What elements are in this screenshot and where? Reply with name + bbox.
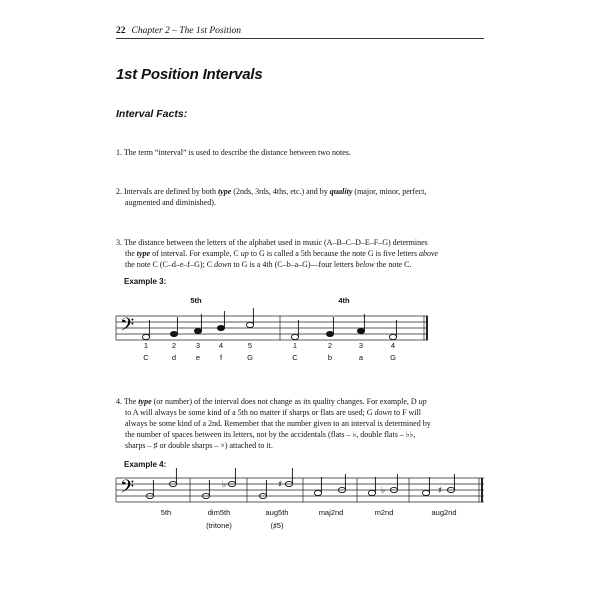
interval-name: aug5th: [265, 508, 289, 517]
emphasis-down: down: [214, 260, 232, 269]
degree-number: 4: [390, 341, 396, 350]
subsection-title: Interval Facts:: [116, 108, 188, 120]
interval-maj2nd: [314, 474, 345, 496]
emphasis-up: up: [418, 397, 427, 406]
emphasis-type: type: [217, 187, 232, 196]
interval-note: (♯5): [270, 521, 284, 530]
fact-text: always be some kind of a 2nd. Remember that the number given to an interval is determined by: [125, 419, 431, 428]
fact-text: The term “interval” is used to describe the distance between two notes.: [123, 148, 351, 157]
degree-number: 3: [195, 341, 201, 350]
degree-number: 3: [358, 341, 364, 350]
note-letter: G: [247, 353, 253, 362]
interval-aug2nd: [422, 474, 454, 496]
emphasis-down: down: [374, 408, 392, 417]
interval-name: aug2nd: [431, 508, 457, 517]
example-3-label: Example 3:: [124, 277, 167, 286]
fact-text: Intervals are defined by both: [124, 187, 216, 196]
bass-clef-icon: [120, 477, 134, 502]
degree-number: 4: [218, 341, 224, 350]
interval-label-5th: 5th: [190, 296, 202, 305]
note-letter: a: [358, 353, 364, 362]
sharp-icon: ♯: [438, 486, 443, 496]
fact-text: (major, minor, perfect,: [354, 187, 427, 196]
fact-text: augmented and diminished).: [125, 198, 216, 207]
interval-5th: [146, 468, 176, 499]
fact-text: of interval. For example, C: [152, 249, 239, 258]
note-letter: G: [390, 353, 396, 362]
fact-text: to A will always be some kind of a 5th no matter if sharps or flats are used; G: [125, 408, 373, 417]
emphasis-above: above: [418, 249, 439, 258]
interval-note: (tritone): [206, 521, 232, 530]
fact-text: (2nds, 3rds, 4ths, etc.) and by: [233, 187, 328, 196]
emphasis-type: type: [136, 249, 151, 258]
degree-number: 1: [292, 341, 298, 350]
fact-text: the note C.: [376, 260, 412, 269]
note-letter: b: [327, 353, 333, 362]
fact-text: The: [123, 397, 137, 406]
chapter-title: Chapter 2 – The 1st Position: [131, 26, 242, 36]
fact-text: the number of spaces between its letters, not by the accidentals (flats – ♭, double flats – ♭♭,: [125, 430, 416, 439]
interval-m2nd: [368, 474, 397, 496]
page-number: 22: [116, 26, 126, 36]
note-letter: C: [292, 353, 298, 362]
note-letter: C: [143, 353, 149, 362]
flat-icon: ♭: [381, 486, 386, 496]
example-4-label: Example 4:: [124, 460, 167, 469]
fact-text: to G is called a 5th because the note G is five letters: [250, 249, 417, 258]
note-letter: e: [195, 353, 201, 362]
interval-name: 5th: [160, 508, 172, 517]
interval-label-4th: 4th: [338, 296, 350, 305]
fact-text: the: [125, 249, 135, 258]
interval-name: maj2nd: [318, 508, 344, 517]
emphasis-type: type: [138, 397, 152, 406]
fact-number: 3.: [116, 238, 122, 247]
degree-number: 1: [143, 341, 149, 350]
fact-number: 1.: [116, 148, 122, 157]
degree-number: 2: [327, 341, 333, 350]
example-4-notes: [146, 468, 454, 499]
degree-number: 5: [247, 341, 253, 350]
fact-text: the note C (C–d–e–f–G); C: [125, 260, 213, 269]
emphasis-up: up: [240, 249, 249, 258]
sharp-icon: ♯: [278, 480, 283, 490]
fact-text: (or number) of the interval does not change as its quality changes. For example, D: [153, 397, 417, 406]
interval-name: m2nd: [374, 508, 394, 517]
note-letter: f: [219, 353, 223, 362]
fact-number: 4.: [116, 397, 122, 406]
section-title: 1st Position Intervals: [116, 66, 263, 83]
interval-name: dim5th: [207, 508, 231, 517]
interval-dim5th: [202, 468, 235, 499]
svg-text:𝄢: 𝄢: [120, 477, 135, 502]
fact-number: 2.: [116, 187, 122, 196]
fact-text: sharps – ♯ or double sharps – ×) attached to it.: [125, 441, 273, 450]
fact-text: to F will: [393, 408, 421, 417]
flat-icon: ♭: [222, 480, 227, 490]
emphasis-below: below: [355, 260, 375, 269]
fact-text: The distance between the letters of the alphabet used in music (A–B–C–D–E–F–G) determines: [123, 238, 428, 247]
emphasis-quality: quality: [329, 187, 353, 196]
svg-text:𝄢: 𝄢: [120, 315, 135, 340]
interval-aug5th: [259, 468, 292, 499]
note-letter: d: [171, 353, 177, 362]
degree-number: 2: [171, 341, 177, 350]
fact-text: to G is a 4th (C–b–a–G)—four letters: [233, 260, 354, 269]
